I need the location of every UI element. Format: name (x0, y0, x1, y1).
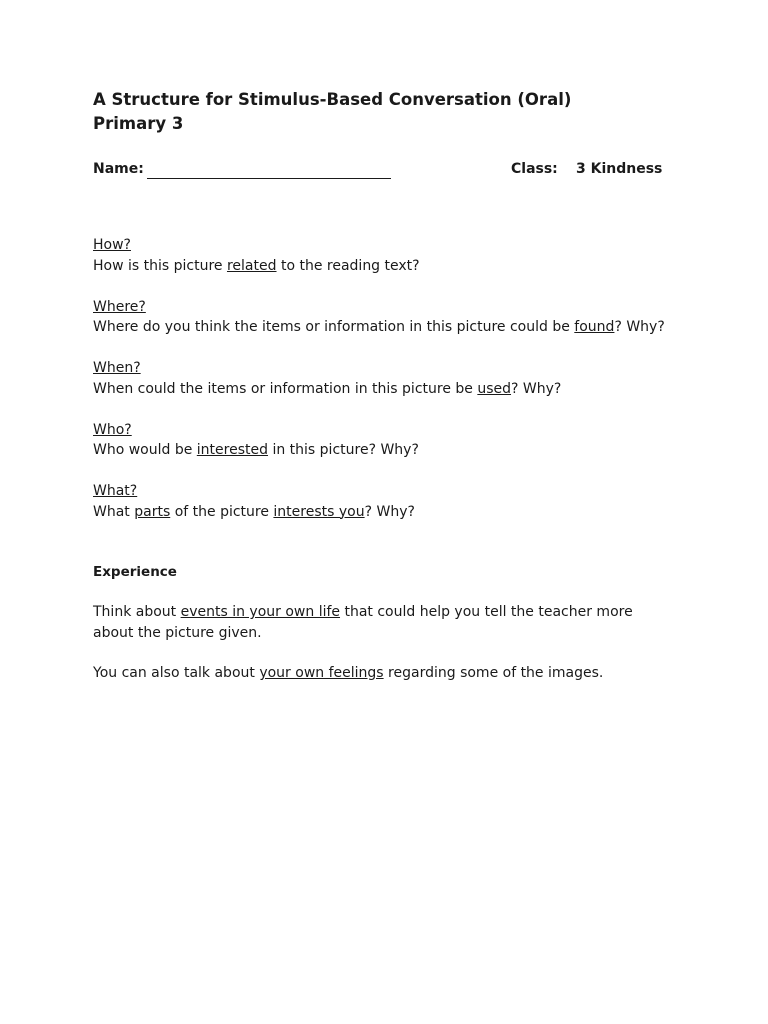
question-heading: How? (93, 237, 131, 253)
question-list (93, 235, 693, 522)
class-value: 3 Kindness (576, 161, 663, 177)
question-heading: Where? (93, 298, 146, 315)
key-term: parts (134, 503, 171, 520)
key-term: interested (196, 442, 269, 458)
question-how (93, 235, 693, 276)
key-term: interests you (273, 503, 365, 520)
question-what (93, 481, 693, 522)
name-blank-line (147, 178, 391, 179)
question-heading: When? (93, 360, 141, 376)
title-line-1: A Structure for Stimulus-Based Conversation (Oral) (93, 90, 572, 109)
experience-paragraph-2: You can also talk about your own feelings regarding some of the images. (93, 665, 604, 681)
key-term: found (574, 319, 615, 335)
key-term: used (477, 380, 512, 397)
question-text: Who would be interested in this picture? Why? (93, 442, 419, 458)
document-page (93, 88, 693, 684)
question-text: What parts of the picture interests you? Why? (93, 503, 415, 520)
key-term: related (226, 257, 277, 274)
question-heading: Who? (93, 421, 132, 438)
class-label: Class: (511, 161, 558, 177)
title-line-2: Primary 3 (93, 114, 184, 133)
question-where (93, 297, 693, 338)
question-who (93, 420, 693, 461)
question-text: Where do you think the items or information in this picture could be found? Why? (93, 319, 665, 335)
key-term: your own feelings (259, 665, 384, 681)
question-heading: What? (93, 483, 138, 499)
experience-heading: Experience (93, 564, 177, 580)
question-text: How is this picture related to the reading text? (93, 257, 420, 274)
question-when (93, 358, 693, 399)
question-text: When could the items or information in this picture be used? Why? (93, 380, 562, 397)
name-class-row (93, 161, 693, 183)
name-label: Name: (93, 161, 144, 177)
document-title (93, 88, 693, 136)
key-term: events in your own life (180, 604, 341, 620)
experience-paragraph-1: Think about events in your own life that could help you tell the teacher more about the picture given. (93, 604, 633, 641)
